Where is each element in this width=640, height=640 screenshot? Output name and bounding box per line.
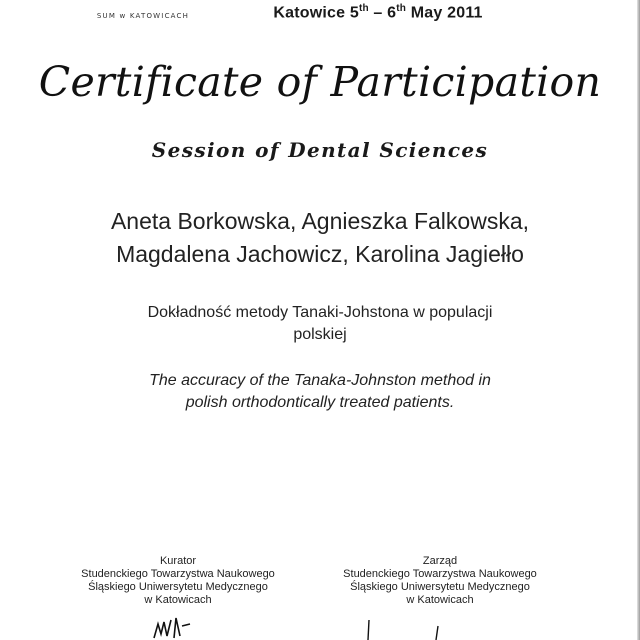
presentation-title-polish xyxy=(0,302,640,346)
presentation-title-english xyxy=(0,370,640,414)
date-start-suffix: th xyxy=(358,3,369,14)
date-start: Katowice 5 xyxy=(273,4,359,22)
signatory-org-line-3: w Katowicach xyxy=(406,594,474,606)
board-signature xyxy=(360,612,450,640)
polish-title-line-1: Dokładność metody Tanaki-Johstona w populacji xyxy=(147,304,493,321)
svg-text:SUM w KATOWICACH: SUM w KATOWICACH xyxy=(96,12,190,20)
authors-line-1: Aneta Borkowska, Agnieszka Falkowska, xyxy=(110,208,530,234)
signatory-role: Kurator xyxy=(159,555,197,567)
date-end-suffix: th xyxy=(396,3,407,14)
signatory-org-line-3: w Katowicach xyxy=(144,594,212,606)
session-name: Session of Dental Sciences xyxy=(151,138,489,162)
english-title-line-1: The accuracy of the Tanaka-Johnston method in xyxy=(149,372,491,389)
signatory-org-line-1: Studenckiego Towarzystwa Naukowego xyxy=(81,568,275,580)
authors-line-2: Magdalena Jachowicz, Karolina Jagiełło xyxy=(116,241,524,267)
signatory-org-line-2: Śląskiego Uniwersytetu Medycznego xyxy=(88,581,268,593)
polish-title-line-2: polskiej xyxy=(293,326,347,343)
certificate-title: Certificate of Participation xyxy=(38,58,602,106)
event-date xyxy=(0,3,640,22)
signatory-curator xyxy=(58,555,298,607)
signatory-org-line-2: Śląskiego Uniwersytetu Medycznego xyxy=(350,581,530,593)
signatory-role: Zarząd xyxy=(422,555,458,567)
signatory-board xyxy=(320,555,560,607)
date-end: – 6 xyxy=(368,4,397,22)
curator-signature xyxy=(150,612,210,640)
authors-list xyxy=(0,205,640,271)
signatory-org-line-1: Studenckiego Towarzystwa Naukowego xyxy=(343,568,537,580)
date-month-year: May 2011 xyxy=(406,4,483,22)
english-title-line-2: polish orthodontically treated patients. xyxy=(185,394,455,411)
